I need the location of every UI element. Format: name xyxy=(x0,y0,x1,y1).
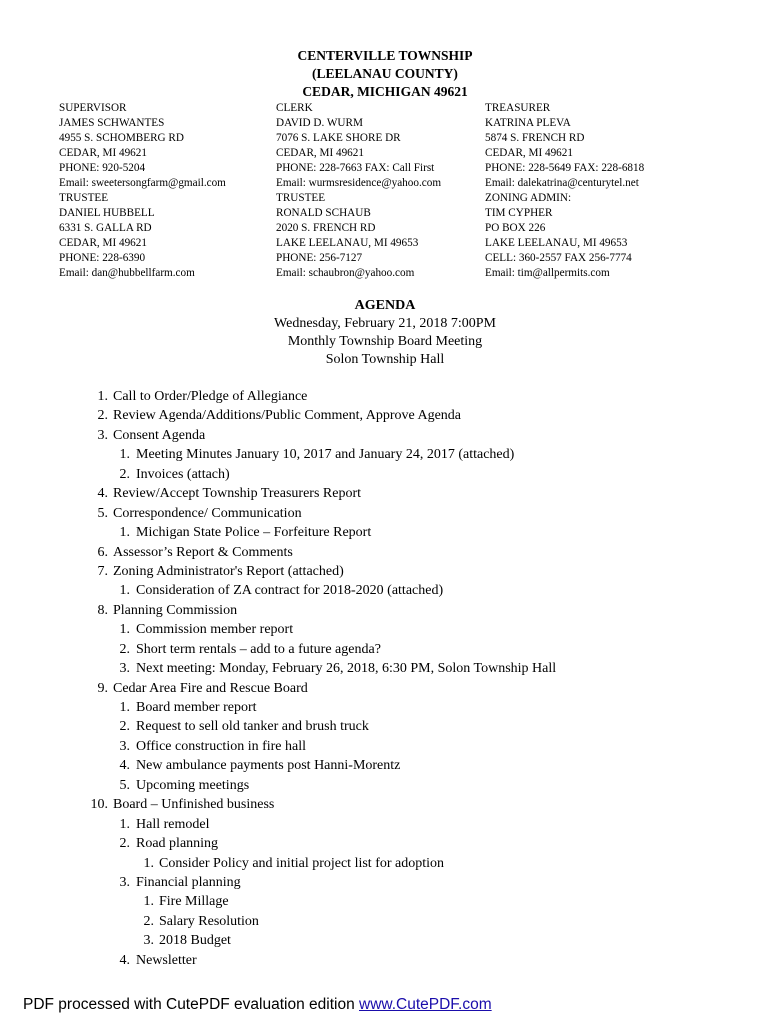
meeting-date: Wednesday, February 21, 2018 7:00PM xyxy=(274,316,496,331)
officers-column-right xyxy=(485,101,644,281)
agenda-item-number: 2. xyxy=(143,913,154,929)
officer-line: 2020 S. FRENCH RD xyxy=(276,222,376,234)
officer-line: CEDAR, MI 49621 xyxy=(59,147,147,159)
agenda-item-text: Short term rentals – add to a future agenda? xyxy=(136,641,381,657)
agenda-item-text: Fire Millage xyxy=(159,894,229,910)
agenda-item-number: 1. xyxy=(143,894,154,910)
agenda-item-text: Assessor’s Report & Comments xyxy=(113,544,293,560)
officer-line: TREASURER xyxy=(485,102,551,114)
header-line-1: CENTERVILLE TOWNSHIP xyxy=(297,48,473,63)
agenda-item-number: 2. xyxy=(119,836,130,852)
officer-line: Email: dalekatrina@centurytel.net xyxy=(485,177,639,189)
officer-line: KATRINA PLEVA xyxy=(485,117,571,129)
officer-line: Email: tim@allpermits.com xyxy=(485,267,610,279)
officer-line: PHONE: 228-5649 FAX: 228-6818 xyxy=(485,162,645,174)
agenda-item-number: 5. xyxy=(97,505,108,521)
officer-line: CEDAR, MI 49621 xyxy=(485,147,573,159)
officer-line: Email: sweetersongfarm@gmail.com xyxy=(59,177,226,189)
officer-line: Email: wurmsresidence@yahoo.com xyxy=(276,177,442,189)
agenda-item-number: 1. xyxy=(97,389,108,404)
agenda-item-text: 2018 Budget xyxy=(159,933,231,949)
agenda-item-number: 1. xyxy=(119,622,130,638)
officer-line: Email: dan@hubbellfarm.com xyxy=(59,267,195,279)
header-line-2: (LEELANAU COUNTY) xyxy=(312,66,458,81)
officer-line: PHONE: 228-7663 FAX: Call First xyxy=(276,162,435,174)
meeting-location: Solon Township Hall xyxy=(325,352,445,367)
agenda-item-text: Next meeting: Monday, February 26, 2018, 6:30 PM, Solon Township Hall xyxy=(136,661,557,677)
agenda-item-text: Invoices (attach) xyxy=(136,466,230,482)
agenda-item-number: 2. xyxy=(119,466,130,482)
agenda-item-text: Road planning xyxy=(136,836,219,852)
officer-line: PHONE: 920-5204 xyxy=(59,162,146,174)
agenda-item-number: 1. xyxy=(119,447,130,463)
officer-line: CELL: 360-2557 FAX 256-7774 xyxy=(485,252,632,264)
agenda-item-number: 7. xyxy=(97,563,108,579)
officer-line: JAMES SCHWANTES xyxy=(59,117,165,129)
agenda-item-text: Request to sell old tanker and brush truck xyxy=(136,719,369,735)
agenda-title: AGENDA xyxy=(354,298,416,313)
agenda-item-number: 2. xyxy=(119,641,130,657)
officer-line: CLERK xyxy=(276,102,313,114)
agenda-item-text: New ambulance payments post Hanni-Morentz xyxy=(136,758,401,774)
officer-line: LAKE LEELANAU, MI 49653 xyxy=(276,237,419,249)
officer-line: RONALD SCHAUB xyxy=(276,207,371,219)
agenda-item-number: 2. xyxy=(97,408,108,424)
officer-line: PHONE: 256-7127 xyxy=(276,252,363,264)
agenda-heading xyxy=(0,297,770,369)
officer-line: 6331 S. GALLA RD xyxy=(59,222,152,234)
agenda-item-text: Board – Unfinished business xyxy=(113,797,275,813)
agenda-item-number: 4. xyxy=(119,952,130,968)
officer-line: CEDAR, MI 49621 xyxy=(59,237,147,249)
officer-line: TRUSTEE xyxy=(59,192,109,204)
officer-line: PO BOX 226 xyxy=(485,222,546,234)
officer-line: TRUSTEE xyxy=(276,192,326,204)
agenda-item-number: 1. xyxy=(143,855,154,871)
agenda-item-number: 5. xyxy=(119,777,130,793)
agenda-item-number: 3. xyxy=(97,427,108,443)
officer-line: DANIEL HUBBELL xyxy=(59,207,155,219)
agenda-item-number: 4. xyxy=(119,758,130,774)
agenda-item-number: 10. xyxy=(90,797,108,813)
agenda-item-number: 1. xyxy=(119,583,130,599)
agenda-item-number: 1. xyxy=(119,525,130,541)
agenda-item-text: Commission member report xyxy=(136,622,294,638)
footer-text: PDF processed with CutePDF evaluation edition xyxy=(23,996,359,1013)
agenda-item-text: Newsletter xyxy=(136,952,197,968)
officers-column-middle xyxy=(276,101,441,281)
agenda-item-text: Consideration of ZA contract for 2018-2020 (attached) xyxy=(136,583,444,599)
officer-line: PHONE: 228-6390 xyxy=(59,252,146,264)
agenda-item-text: Call to Order/Pledge of Allegiance xyxy=(113,389,308,404)
agenda-item-number: 4. xyxy=(97,486,108,502)
agenda-item-text: Board member report xyxy=(136,700,257,715)
officer-line: Email: schaubron@yahoo.com xyxy=(276,267,415,279)
agenda-item-text: Review/Accept Township Treasurers Report xyxy=(113,486,362,502)
agenda-item-number: 6. xyxy=(97,544,108,560)
agenda-item-text: Zoning Administrator's Report (attached) xyxy=(113,563,344,579)
agenda-item-text: Financial planning xyxy=(136,874,241,890)
cutepdf-link[interactable]: www.CutePDF.com xyxy=(359,996,492,1013)
agenda-item-text: Salary Resolution xyxy=(159,913,259,929)
pdf-footer xyxy=(23,995,492,1015)
agenda-item-text: Michigan State Police – Forfeiture Report xyxy=(136,525,372,541)
officer-line: CEDAR, MI 49621 xyxy=(276,147,364,159)
agenda-item-text: Consider Policy and initial project list for adoption xyxy=(159,855,445,871)
township-header xyxy=(0,47,770,101)
agenda-item-number: 2. xyxy=(119,719,130,735)
officer-line: 4955 S. SCHOMBERG RD xyxy=(59,132,184,144)
agenda-item-number: 1. xyxy=(119,816,130,832)
meeting-type: Monthly Township Board Meeting xyxy=(287,334,483,349)
officer-line: 5874 S. FRENCH RD xyxy=(485,132,585,144)
agenda-item-number: 8. xyxy=(97,602,108,618)
agenda-item-text: Office construction in fire hall xyxy=(136,738,307,754)
agenda-item-text: Planning Commission xyxy=(113,602,238,618)
agenda-item-text: Meeting Minutes January 10, 2017 and January 24, 2017 (attached) xyxy=(136,447,515,463)
agenda-item-number: 3. xyxy=(119,661,130,677)
agenda-item-text: Consent Agenda xyxy=(113,427,206,443)
officer-line: ZONING ADMIN: xyxy=(485,192,572,204)
agenda-item-text: Review Agenda/Additions/Public Comment, Approve Agenda xyxy=(113,408,462,424)
agenda-item-text: Correspondence/ Communication xyxy=(113,505,302,521)
agenda-item-number: 9. xyxy=(97,680,108,696)
agenda-item-text: Upcoming meetings xyxy=(136,777,250,793)
officer-line: LAKE LEELANAU, MI 49653 xyxy=(485,237,628,249)
agenda-item-number: 3. xyxy=(143,933,154,949)
agenda-item-text: Hall remodel xyxy=(136,816,210,832)
agenda-item-number: 1. xyxy=(119,700,130,715)
header-line-3: CEDAR, MICHIGAN 49621 xyxy=(302,84,468,99)
agenda-item-number: 3. xyxy=(119,738,130,754)
officer-line: TIM CYPHER xyxy=(485,207,553,219)
agenda-item-text: Cedar Area Fire and Rescue Board xyxy=(113,680,308,696)
officer-line: SUPERVISOR xyxy=(59,102,127,114)
agenda-item-number: 3. xyxy=(119,874,130,890)
officers-column-left xyxy=(59,101,226,281)
officer-line: DAVID D. WURM xyxy=(276,117,363,129)
officer-line: 7076 S. LAKE SHORE DR xyxy=(276,132,401,144)
